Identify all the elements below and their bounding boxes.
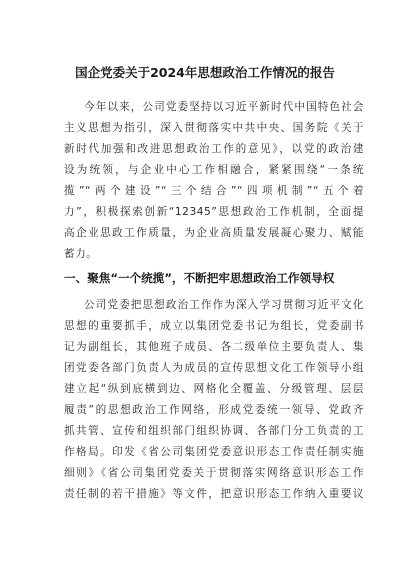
section-1-line-1: 公司党委把思想政治工作作为深入学习贯彻习近平文化 <box>84 299 364 311</box>
section-1-line-10: 责任制的若干措施》等文件，把意识形态工作纳入重要议 <box>64 488 364 500</box>
intro-line-3: 新时代加强和改进思想政治工作的意见》，以党的政治建 <box>64 143 364 155</box>
section-1-line-2: 思想的重要抓手，成立以集团党委书记为组长，党委副书 <box>64 320 364 332</box>
section-1-line-9: 细则》《省公司集团党委关于贯彻落实网络意识形态工作 <box>64 467 364 479</box>
section-1-heading: 一、聚焦“一个统揽”，不断把牢思想政治工作领导权 <box>64 271 335 285</box>
section-1-line-4: 团党委各部门负责人为成员的宣传思想文化工作领导小组 <box>64 362 364 374</box>
section-1-line-8: 作格局。印发《省公司集团党委意识形态工作责任制实施 <box>64 446 364 458</box>
intro-line-6: 力”，积极探索创新“12345”思想政治工作机制，全面提 <box>64 206 364 218</box>
section-1-line-7: 抓共管、宣传和组织部门组织协调、各部门分工负责的工 <box>64 425 364 437</box>
section-1-line-5: 建立起“纵到底横到边、网格化全覆盖、分级管理、层层 <box>64 383 364 395</box>
section-1-line-3: 记为副组长，其他班子成员、各二级单位主要负责人、集 <box>64 341 364 353</box>
section-1-line-6: 履责”的思想政治工作网络，形成党委统一领导、党政齐 <box>64 404 364 416</box>
document-title: 国企党委关于2024年思想政治工作情况的报告 <box>75 65 335 80</box>
intro-line-8: 蓄力。 <box>64 248 98 260</box>
intro-line-7: 高企业思政工作质量，为企业高质量发展凝心聚力、赋能 <box>64 227 364 239</box>
intro-line-1: 今年以来，公司党委坚持以习近平新时代中国特色社会 <box>84 101 364 113</box>
intro-line-4: 设为统领，与企业中心工作相融合，紧紧围绕“一条统 <box>64 164 364 176</box>
intro-line-2: 主义思想为指引，深入贯彻落实中共中央、国务院《关于 <box>64 122 364 134</box>
intro-line-5: 揽”“两个建设”“三个结合”“四项机制”“五个着 <box>64 185 364 197</box>
